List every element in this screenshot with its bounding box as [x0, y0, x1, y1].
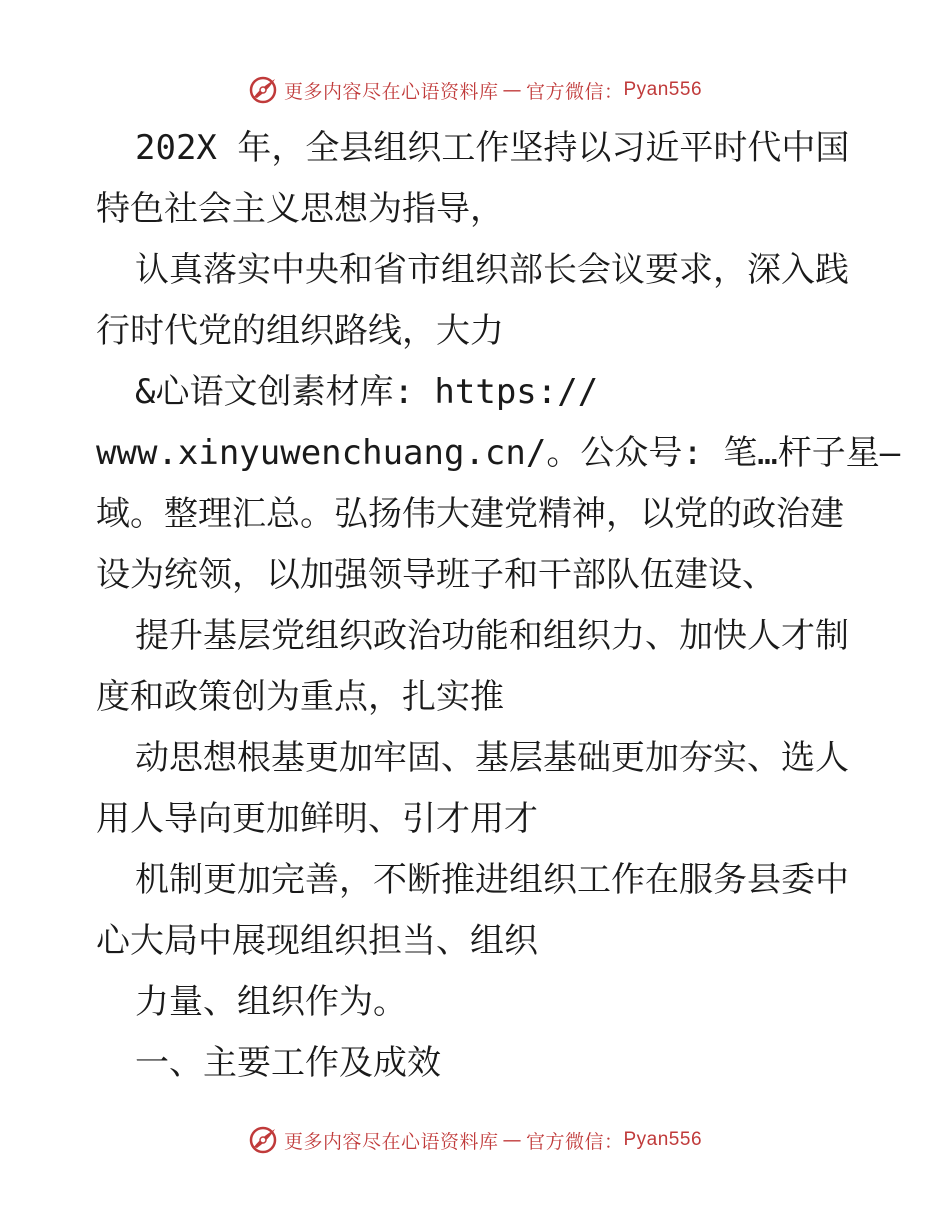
- text-line: 设为统领，以加强领导班子和干部队伍建设、: [96, 555, 776, 595]
- banner-wechat-label: 官方微信：: [525, 1130, 624, 1153]
- banner-wechat-handle: Pyan556: [623, 1129, 703, 1150]
- banner-main-text: 更多内容尽在心语资料库: [283, 80, 499, 103]
- text-line: 力量、组织作为。: [135, 982, 407, 1022]
- text-line: 202X 年，全县组织工作坚持以习近平时代中国: [135, 128, 850, 168]
- text-line: 动思想根基更加牢固、基层基础更加夯实、选人: [135, 738, 849, 778]
- text-line: 特色社会主义思想为指导，: [96, 189, 504, 229]
- section-heading: 一、主要工作及成效: [135, 1043, 441, 1083]
- text-line: 度和政策创为重点，扎实推: [96, 677, 504, 717]
- banner-separator: —: [502, 79, 522, 101]
- footer-watermark-banner: [0, 1120, 950, 1160]
- text-line: 认真落实中央和省市组织部长会议要求，深入践: [135, 250, 849, 290]
- text-line: 用人导向更加鲜明、引才用才: [96, 799, 538, 839]
- header-watermark-banner: [0, 70, 950, 110]
- text-line: www.xinyuwenchuang.cn/。公众号: 笔…杆子星—: [96, 433, 901, 473]
- banner-wechat-handle: Pyan556: [623, 79, 703, 100]
- banner-main-text: 更多内容尽在心语资料库: [283, 1130, 499, 1153]
- text-line: 心大局中展现组织担当、组织: [96, 921, 538, 961]
- text-line: 提升基层党组织政治功能和组织力、加快人才制: [135, 616, 849, 656]
- text-line: &心语文创素材库: https://: [135, 372, 599, 412]
- text-line: 行时代党的组织路线，大力: [96, 311, 504, 351]
- text-line: 域。整理汇总。弘扬伟大建党精神，以党的政治建: [96, 494, 844, 534]
- banner-wechat-label: 官方微信：: [525, 80, 624, 103]
- text-line: 机制更加完善，不断推进组织工作在服务县委中: [135, 860, 849, 900]
- feather-circle-logo-icon: [248, 75, 278, 105]
- body-paragraphs: [96, 118, 901, 1094]
- feather-circle-logo-icon: [248, 1125, 278, 1155]
- banner-separator: —: [502, 1129, 522, 1151]
